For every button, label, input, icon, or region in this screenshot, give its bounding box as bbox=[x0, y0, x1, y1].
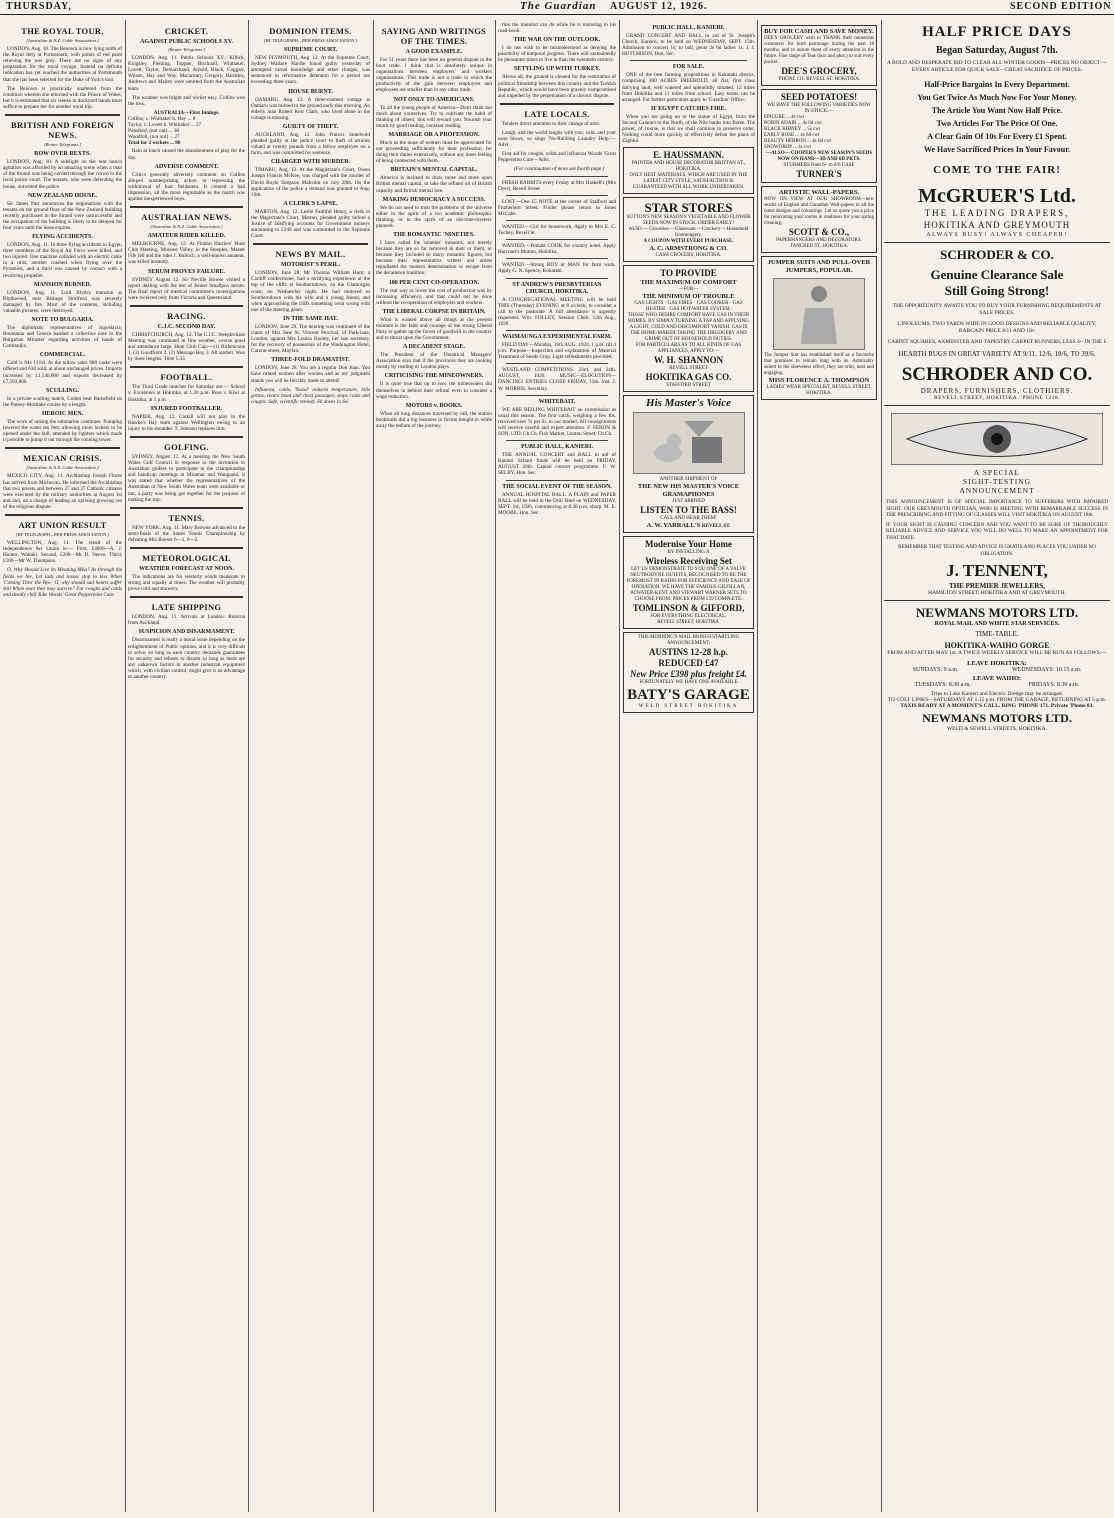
column-3: DOMINION ITEMS. [BY TELEGRAPH—PER PRESS ASSOCIATION.] SUPREME COURT. NEW PLYMOUTH, Aug. 12. At the Supreme Court, Sydney Wallace Hardie found guilty yesterday of attempted carnal knowledge and other charges, was sentenced to reformative detention for a period not exceeding three years. HOUSE BURNT. OAMARU, Aug. 12. A three-roomed cottage at Oamaru was burned to the ground early this morning. An elderly man Robert Kerr Clark, who lived alone in the cottage is missing. GUILTY OF THEFT. AUCKLAND, Aug. 12. John Francis Smedvold pleaded guilty at the police court to theft of articles valued at twenty pounds from a fellow employee on a farm, and was committed for sentence. CHARGED WITH MURDER. TIMARU, Aug. 12. At the Magistrate's Court, Owen Joseph Francis McKee, was charged with the murder of David Boyle Simpson Malcolm on July 28th. On the application of the police a remand was granted to Aug. 19th. A CLERK'S LAPSE. MARTON, Aug. 12. Leslie Faithful Henry, a clerk in the Magistrate's Court, Marton, pleaded guilty before a Justice of falsifying accounts for Government moneys amounting to £348 and was committed to the Supreme Court. NEWS BY MAIL. MOTORIST'S PERIL. LONDON, June 28. Mr Thomas William Hunt, a Cardiff confectioner, had a terrifying experience at the top of the cliffs at Southerndown, on the Glamorgan coast, on Wednesday night. He had motored to Southerndown with his wife and a young friend, and when approaching the cliffs something went wrong with one of the steering gears. IN THE SAME HAT. LONDON, June 29. The hearing was continued of the claim of Mrs Jane St. Vincent Percival, of Park-lane, London, against Mrs Louisa Hooley, her late secretary, for the recovery of possession of the Washington Hotel, Curzon-street, Mayfair. THREE-FOLD DRAMATIST. LONDON, June 28. You are a regular Don Juan. You have ruined women after women and as my judgment stands you will be forcibly made to attend! Influenza, colds, 'Nazol' reduces temperature, kills germs, clears head and chest passages; stops colds and coughs. Safe, scientific remedy. 60 doses 1s 6d. bbox=[251, 26, 370, 405]
eye-illustration bbox=[891, 413, 1103, 465]
column-1: THE ROYAL TOUR. [Australian & N.Z. Cable Association.] LONDON, Aug. 10. The Renown is now lying north of the Royal Jetty at Portsmouth, with points of red paint relieving the war grey. There are no signs of any preparation for the royal voyage. Instead no definite indication has yet reached the authorities at Portsmouth that she has been selected for the Duke of York's tour. The Renown is practically unaltered from the condition wherein she returned with the Prince of Wales, but it is estimated that six weeks in dockyard hands must suffice to prepare her for another royal trip. BRITISH AND FOREIGN NEWS. [Renter Telegrams.] ROW OVER REXTS. LONDON, Aug. 10. A sidelight on the rent bunch agitation was afforded by an amazing scene when a man of the Strand was being carried through the crowd to the local police court. The tenants, who were defending the house, outwitted the police. NEW ZEALAND HOUSE. Sir James Parr announces the negotiations with the tenants on the ground floor of the New Zealand building recently purchased in the Strand were unsuccessful and the occupation of the building is likely to be delayed for four years until the lease expires. FLYING ACCIDENTS. LONDON, Aug. 11. In three flying accidents in Egypt, three members of the Royal Air Force were killed, and two injured. One machine collided with an electric cable in a mist, another crashed when flying over the Pyramids, and a third was caused by contact with a revolving propeller. MANSION BURNED. LONDON, Aug. 11. Lord Blyth's mansion at Blythwood, near Bishops Stortford was severely damaged by fire. Most of the contents, including valuable pictures, were destroyed. NOTE TO BULGARIA. The diplomatic representatives of Jugoslavia, Roumania and Greece handed a collective note to the Bulgarian Minister regarding activities of bands of Comitadjis. COMMERCIAL. Gold is 84s 11½d. At the tallow sales 980 casks were offered and 630 sold, at about unchanged prices. Imports increased by £1,546,000 and exports decreased by £7,503,000. SCULLING. In a private sculling match, Collett beat Barnsfield on the Putney-Mortlake course by a length. HEROIC MEN. The work of raising the submarine continues. Pumping lowered the water ten feet, allowing more lockers to be opened under the hull, attended by lighters which made it possible to pump it out through the conning tower. MEXICAN CRISIS. [Australian & N.Z. Cable Association.] MEXICO CITY, Aug. 11. Archbishop Joseph Flores has arrived from Michocan. He informed the Archbishop that two priests and between 27 and 37 Catholic citizens were executed by the military authorities at August 1st and 2nd, on a charge of leading an uprising growing out of the religious dispute. ART UNION RESULT [BY TELEGRAPH—PER PRESS ASSOCIATION.] WELLINGTON, Aug. 11. The result of the Independence Art Union is:— First, £4000—A. J. Hunter, Waitaki. Second, £200—Mr D. Neeve. Third, £100—Mr W. Thompson. O, Why Should Live Its Meaning Miss? As through the fields we hie, Let lads and lasses stop to kiss When 'Coming Thro' the Rye.' O, why should sad hearts suffer still When once they may survive? For coughs and colds and deadly chill Take Woods' Great Peppermint Cure. bbox=[3, 26, 122, 598]
tennent-jeweller-ad: A SPECIAL SIGHT-TESTING ANNOUNCEMENT THIS ANNOUNCEMENT IS OF SPECIAL IMPORTANCE TO SUFFERERS WITH IMPAIRED SIGHT. OUR GREYMOUTH OPTICIAN, WHO IS MEETING WITH REMARKABLE SUCCESS IN THE PRESCRIBING AND FITTING OF GLASSES WILL VISIT HOKITIKA ON AUGUST 18th. IF YOUR SIGHT IS CAUSING CONCERN AND YOU WANT TO BE SURE OF THOROUGHLY RELIABLE ADVICE AND SERVICE YOU WILL DO WELL TO MAKE AN APPOINTMENT FOR THAT DATE. REMEMBER THAT TESTING AND ADVICE IS GRATIS AND PLACES YOU UNDER NO OBLIGATION. J. TENNENT, THE PREMIER JEWELLERS, HAMILTON STREET, HOKITIKA AND AT GREYMOUTH. bbox=[884, 406, 1110, 601]
headline-art-union: ART UNION RESULT bbox=[18, 519, 107, 530]
classified-ad: WANTED.—Female COOK for country hotel. Apply Harcourt's Motors, Hokitika. bbox=[498, 243, 616, 256]
headline-football: FOOTBALL. bbox=[160, 372, 213, 383]
masthead-day: THURSDAY, bbox=[6, 1, 72, 12]
headline-golfing: GOLFING. bbox=[164, 441, 209, 452]
column-4: SAYING AND WRITINGS OF THE TIMES. A GOOD EXAMPLE. For 51 years there has been no general dispute in the boot trade. I think that is absolutely unique in organisations between employers' and workers organisations. This trade is not a trade in which the productivity of the gain between employers and employees are smaller than in any other trade. NOT ONLY TO AMERICANS. To all the young people of America—Don't think too much about yourselves. Try to cultivate the habit of thinking of others; this will reward you. Nourish your minds by good reading, constant reading. MARRIAGE OR A PROFESSION. Much as the mass of women must be appreciated for not proceeding sufficiently for their profession, for doing their duties extensively, without any inner feeling of being connected with them. BRITAIN'S MENTAL CAPITAL. America is inclined to draw more and more upon British mental capital, to take the refined oil of British capacity and British mental lore. MAKING DEMOCRACY A SUCCESS. We do not need to trust the problems of the universe either in the spirit of a too academic philosophic thinking, or in the spirit of an old-time-mystery planned. THE ROMANTIC 'NINETIES. I have called the 'nineties' romantic, not merely because they are so far removed in their or them, or because they included so many romantic figures, but because their representative writers and artists repudiated the modern determination to escape from the decadence tradition. 100 PER CENT CO-OPERATION. The real way to lower the cost of production was by increasing efficiency, and that could not be done without the co-operation of employers and workers. THE LIBERAL CORPSE IN BRITAIN. What is wanted above all things at the present moment is the faith and courage of the strong Liberal Party to gather up the forces of goodwill in the country and to thrust upon the Government. A DECADENT STAGE. The President of the Theatrical Managers' Association says that if the provinces they are looking mostly by reading or London plays. CRITICISING THE MINEOWNERS. It is quite true that up to now the mineowners did themselves in behind their refusal even to consider a wage reduction. MOTORS v. BOOKS. When all long distances traversed by rail, the station bookstalls did a big business in fiction bought to while away the tedium of the journey. bbox=[376, 26, 492, 429]
column-6: PUBLIC HALL, KANIERI. GRAND CONCERT AND BALL in aid of St. Joseph's Church, Kanieri, to be held on WEDNESDAY, SEPT. 15th. Admission to concert 1s; to ball, gents 2s 6d ladies 1s. J. J. HUTCHISON, Hon. Sec. FOR SALE. ONE of the best farming propositions in Kokatahi district, comprising 300 ACRES FREEHOLD, all flat, first class dairying land, well watered and splendidly situated, 12 miles from Hokitika and 11 miles from school. Easy terms can be arranged. For further particulars apply to 'Guardian' Office. IF EGYPT CATCHES FIRE. When you are going on to the statue of Egypt, from the Second Cataract to the North, of the Nile banks into Baree. The power, of course, is that we shall continue to preserve order. Nothing could more quickly or effectively defeat the plans of Zaghlul. E. HAUSSMANN. PAINTER AND HOUSE DECORATOR BRITTAN ST., HOKITIKA. ONLY BEST MATERIALS, WHICH ARE USED IN THE LATEST CITY STYLE, SATISFACTION IS GUARANTEED WITH ALL WORK UNDERTAKEN. STAR STORES SUTTON'S NEW SEASON'S VEGETABLE AND FLOWER SEEDS NOW IN STOCK. ORDER EARLY! ALSO.— Groceries —Glassware —Crockery —Household Ironmongery. A COUPON WITH EVERY PURCHASE. A. C. ARMSTRONG & CO. CASH GROCERS, HOKITIKA. TO PROVIDE THE MAXIMUM OF COMFORT —FOR— THE MINIMUM OF TROUBLE GAS LIGHTS · GAS FIRES · GAS COOKER · GAS HEATER · GAS HOT-WATER SYSTEM. THOSE WHO DESIRE COMFORT HAVE GAS IN THEIR HOMES. BY SIMPLY TURNING A TAP AND APPLYING A LIGHT, COLD AND DISCOMFORT VANISH. GAS IS THE HOME-MAKER TAKING THE DRUDGERY AND GRIME OUT OF HOUSEHOLD DUTIES. FOR PARTICULARS AS TO ALL KINDS OF GAS APPLIANCES, APPLY TO:— W. H. SHANNON REVELL STREET HOKITIKA GAS CO. STAFFORD STREET His Master's Voice ANOTHER SHIPMENT OF THE NEW HIS MASTER'S VOICE GRAMAPHONES JUST ARRIVED LISTEN TO THE BASS! CALL AND HEAR THEM! A. W. YARRALL'S REVELL ST. Modernise Your Home BY INSTALLING A Wireless Receiving Set LET US DEMONSTRATE TO YOU ONE OF A VALVE NEUTRODYNE OUTFITS, RECOGNISED TO BE THE FOREMOST IN RADIO FOR EFFICIENCY AND EASE OF OPERATION. WE HAVE THE FAMOUS GILFILLAN, ATWATER-KENT AND STEWART WARNER SETS TO CHOOSE FROM. PRICES FROM £39 COMPLETE. TOMLINSON & GIFFORD, FOR EVERYTHING ELECTRICAL. REVELL STREET, HOKITIKA. THIS MORNING'S MAIL BRINGS STARTLING ANNOUNCEMENT: AUSTINS 12-28 h.p. REDUCED £47 New Price £398 plus freight £4. FORTUNATELY WE HAVE ONE AVAILABLE BATY'S GARAGE WELD STREET HOKITIKA bbox=[622, 22, 755, 1516]
wireless-ad: Modernise Your Home BY INSTALLING A Wireless Receiving Set LET US DEMONSTRATE TO YOU ONE OF A VALVE NEUTRODYNE OUTFITS, RECOGNISED TO BE THE FOREMOST IN RADIO FOR EFFICIENCY AND EASE OF OPERATION. WE HAVE THE FAMOUS GILFILLAN, ATWATER-KENT AND STEWART WARNER SETS TO CHOOSE FROM. PRICES FROM £39 COMPLETE. TOMLINSON & GIFFORD, FOR EVERYTHING ELECTRICAL. REVELL STREET, HOKITIKA. bbox=[623, 536, 754, 629]
star-stores-ad: STAR STORES SUTTON'S NEW SEASON'S VEGETABLE AND FLOWER SEEDS NOW IN STOCK. ORDER EARLY! ALSO.— Groceries —Glassware —Crockery —Household Ironmongery. A COUPON WITH EVERY PURCHASE. A. C. ARMSTRONG & CO. CASH GROCERS, HOKITIKA. bbox=[623, 197, 754, 262]
gramophone-dog-illustration bbox=[633, 412, 745, 474]
column-5: tion the motorist can do while he is motoring in his road-book. THE WAR ON THE OUTLOOK. I do not wish to be misunderstood as denying the possibility of temporal progress. There will undoubtedly be pleasanter times to live in than the twentieth century. SETTLING UP WITH TURKEY. Above all, the ground is cleared for the restoration of political friendship between this country and the Turkish Republic, which would have been gravely compromised and impeded by the perpetuation of a chronic dispute. LATE LOCALS. Tenders direct attention to their change of advt. Laugh, and the world laughs with you; cold, and your nose blows, so sings 'No-Rubbing Laundry Help.'—Advt. First aid for coughs, colds and influenza Woods' Great Peppermint Cure—Advt. (For continuation of news see fourth page.) FRESH RABBITS every Friday at Mrs Haskell's (Mrs Dyer), Revell Street. LOST.—One £5 NOTE at the corner of Stafford and Fitzherbert Street. Finder please return to Jones McCabe. WANTED.—Girl for housework. Apply to Mrs E. C. Tochey, Revell St. WANTED.—Female COOK for country hotel. Apply Harcourt's Motors, Hokitika. WANTED.—Strong BOY or MAN for farm work. Apply G. N. Spence, Kokatahi. ST ANDREW'S PRESBYTERIAN CHURCH, HOKITIKA. A CONGREGATIONAL MEETING will be held THIS (Thursday) EVENING at 8 o'clock, to consider a call to the pastorate. A full attendance is urgently requested. Wm. FOLLEY, Session Clerk. 12th Aug., 1926. WAIMAUNGA EXPERIMENTAL FARM. FIELD DAY—Monday, 16th AUG. 1926, 1 p.m. till 4 p.m. Purpose—Inspection and explanation of Material Treatment of Seeds Crop. Light refreshments provided. WESTLAND COMPETITIONS. 23rd. and 24th. AUGUST, 1926. MUSIC—ELOCUTION—DANCING! ENTRIES CLOSE FRIDAY, 13th. inst. J. W. MORRIS, Secretary. WHITEBAIT. WE ARE BEILING WHITEBAIT on commission as usual this season. The first catch, weighing a few lbs. received over 7s per lb. in our market. All consignments will receive careful and expert attention. F. FERON & SON, LTD. Ch.Ch. Fish Market, Lenton Street, Ch.Ch. PUBLIC HALL, KANIERI. THE ANNUAL CONCERT and BALL in aid of Kanieri School funds will be held on FRIDAY, AUGUST 20th. Capital concert programme. F. W. SELBY, Hon. Sec. THE SOCIAL EVENT OF THE SEASON. ANNUAL HOSPITAL BALL. A PLAIN and PAPER BALL will be held in the Drill Shed on WEDNESDAY, SEPT. 1st, 1926, commencing at 8.30 p.m. sharp. M. E. MOORE, Hon. Sec. bbox=[498, 22, 616, 516]
column-7 bbox=[760, 22, 878, 1516]
headline-news-by-mail: NEWS BY MAIL. bbox=[275, 249, 346, 260]
classified-ad: ANNUAL HOSPITAL BALL. A PLAIN and PAPER BALL will be held in the Drill Shed on WEDNESDAY, SEPT. 1st, 1926, commencing at 8.30 p.m. sharp. M. E. MOORE, Hon. Sec. bbox=[498, 491, 616, 516]
mcgruers-ad: HALF PRICE DAYS Began Saturday, August 7th. A BOLD AND DESPERATE BID TO CLEAR ALL WINTER GOODS—PRICES NO OBJECT — EVERY ARTICLE FOR QUICK SALE—GREAT SACRIFICE OF PRICES. Half-Price Bargains In Every Department. You Get Twice As Much Now For Your Money. The Article You Want Now Half Price. Two Articles For The Price Of One. A Clear Gain Of 10s For Every £1 Spent. We Have Sacrificed Prices In Your Favour. COME TO THE FAIR! McGRUER'S Ltd. THE LEADING DRAPERS, HOKITIKA AND GREYMOUTH ALWAYS BUSY! ALWAYS CHEAPER! bbox=[884, 20, 1110, 243]
headline-late-locals: LATE LOCALS. bbox=[524, 108, 590, 119]
masthead-date: AUGUST 12, 1926. bbox=[610, 1, 708, 12]
right-column-ads bbox=[884, 20, 1110, 736]
article-text: The Renown is practically unaltered from the condition wherein she returned with the Prince of Wales, but it is estimated that six weeks in dockyard hands must suffice to prepare her for another royal trip. bbox=[3, 85, 122, 110]
batys-garage-ad: THIS MORNING'S MAIL BRINGS STARTLING ANNOUNCEMENT: AUSTINS 12-28 h.p. REDUCED £47 New Price £398 plus freight £4. FORTUNATELY WE HAVE ONE AVAILABLE BATY'S GARAGE WELD STREET HOKITIKA bbox=[623, 632, 754, 713]
seed-potatoes-ad: SEED POTATOES! WE HAVE THE FOLLOWING VARIETIES NOW IN STOCK:— EPICURE ... 4s cwt ROBIN ADAIR ... 4s 6d cwt BLACK KIDNEY ... 5s cwt EARLY ROSE ... 4s 6d cwt BEAUTY HEBRON ... 4s 6d cwt SNOWDROP ... 4s cwt —ALSO— COOPER'S NEW SEASON'S SEEDS NOW ON HAND—3D AND 6D PKTS. STURMERS from 6/- to 8/6 CASE TURNER'S bbox=[761, 89, 877, 183]
headline-racing: RACING. bbox=[167, 310, 206, 321]
classified-ad: FRESH RABBITS every Friday at Mrs Haskell's (Mrs Dyer), Revell Street. bbox=[498, 179, 616, 192]
schroder-ad: SCHRODER & CO. Genuine Clearance Sale Still Going Strong! THE OPPORTUNITY AWAITS YOU TO BUY YOUR FURNISHING REQUIREMENTS AT SALE PRICES. LINOLEUMS, TWO YARDS WIDE IN GOOD DESIGNS AND RELIABLE QUALITY, BARGAIN PRICE 8/11 AND 10/- CARPET SQUARES, AXMINSTER AND TAPESTRY CARPET RUNNERS, LESS 4/- IN THE £ HEARTH RUGS IN GREAT VARIETY AT 9/11, 12/6, 18/6, TO 39/6. SCHRODER AND CO. DRAPERS, FURNISHERS, CLOTHIERS. REVELL STREET, HOKITIKA. 'PHONE 1218. bbox=[884, 243, 1110, 406]
classified-ad: WANTED.—Strong BOY or MAN for farm work. Apply G. N. Spence, Kokatahi. bbox=[498, 262, 616, 275]
headline-royal-tour: THE ROYAL TOUR. bbox=[21, 26, 104, 36]
classified-ad: THE ANNUAL CONCERT and BALL in aid of Kanieri School funds will be held on FRIDAY, AUGUST 20th. Capital concert programme. F. W. SELBY, Hon. Sec. bbox=[498, 452, 616, 477]
haussmann-ad: E. HAUSSMANN. PAINTER AND HOUSE DECORATOR BRITTAN ST., HOKITIKA. ONLY BEST MATERIALS, WHICH ARE USED IN THE LATEST CITY STYLE, SATISFACTION IS GUARANTEED WITH ALL WORK UNDERTAKEN. bbox=[623, 147, 754, 194]
headline-australian-news: AUSTRALIAN NEWS. bbox=[141, 212, 232, 223]
scorecard: AUSTRALIA—First Innings. Collins, c. Whittaker b. Hay ... 8 Taylor, c. Lovett b. Whittaker ... 37 Ponsford, (not out) ... 38 Woodfull, (not out) ... 27 Total for 2 wickets ... 80 bbox=[128, 109, 220, 147]
classified-ad: WESTLAND COMPETITIONS. 23rd. and 24th. AUGUST, 1926. MUSIC—ELOCUTION—DANCING! ENTRIES CLOSE FRIDAY, 13th. inst. J. W. MORRIS, Secretary. bbox=[498, 367, 616, 392]
masthead-edition: SECOND EDITION bbox=[1010, 1, 1112, 12]
classified-ad: WANTED.—Girl for housework. Apply to Mrs E. C. Tochey, Revell St. bbox=[498, 223, 616, 237]
headline-meteorological: METEOROLOGICAL bbox=[142, 552, 231, 563]
classified-ad: FIELD DAY—Monday, 16th AUG. 1926, 1 p.m. till 4 p.m. Purpose—Inspection and explanation of Material Treatment of Seeds Crop. Light refreshments provided. bbox=[498, 342, 616, 361]
masthead bbox=[0, 0, 1114, 15]
dees-grocery-ad: BUY FOR CASH AND SAVE MONEY. DEE'S GROCERY wish to THANK their numerous customers for kind patronage during the past 18 months, and to assure them of every attention in the future. Fine range of Teas (box and pkts.) to suit every pocket. DEE'S GROCERY, 'PHONE 111. REVELL ST. HOKITIKA. bbox=[761, 25, 877, 86]
headline-late-shipping: LATE SHIPPING bbox=[151, 602, 222, 613]
headline-cricket: CRICKET. bbox=[164, 26, 209, 36]
headline-dominion-items: DOMINION ITEMS. bbox=[269, 26, 352, 36]
thompson-ad: JUMPER SUITS AND PULL-OVER JUMPERS, POPULAR. The Jumper Suit has established itself as a favourite that promises to remain long with us. Admirably suited to the sleeveless effect, they are trim, neat and engaging. MISS FLORENCE A. THOMPSON LADIES' WEAR SPECIALIST, REVELL STREET, HOKITIKA. bbox=[761, 256, 877, 400]
classified-ad: LOST.—One £5 NOTE at the corner of Stafford and Fitzherbert Street. Finder please return to Jones McCabe. bbox=[498, 198, 616, 217]
classified-ad: WE ARE BEILING WHITEBAIT on commission as usual this season. The first catch, weighing a few lbs. received over 7s per lb. in our market. All consignments will receive careful and expert attention. F. FERON & SON, LTD. Ch.Ch. Fish Market, Lenton Street, Ch.Ch. bbox=[498, 406, 616, 438]
masthead-paper: The Guardian bbox=[520, 0, 597, 12]
headline-british-foreign: BRITISH AND FOREIGN NEWS. bbox=[11, 120, 114, 141]
his-masters-voice-ad: His Master's Voice ANOTHER SHIPMENT OF THE NEW HIS MASTER'S VOICE GRAMAPHONES JUST ARRIVED LISTEN TO THE BASS! CALL AND HEAR THEM! A. W. YARRALL'S REVELL ST. bbox=[623, 395, 754, 533]
headline-mexican-crisis: MEXICAN CRISIS. bbox=[23, 453, 102, 464]
headline-tennis: TENNIS. bbox=[168, 512, 205, 523]
headline-sayings: SAYING AND WRITINGS OF THE TIMES. bbox=[381, 26, 487, 46]
wallpapers-ad: ARTISTIC WALL-PAPERS. NOW ON VIEW AT OUR SHOWROOM—new stocks of English and Canadian Wall-papers in all the latest designs and colourings. Let us quote you a price for renovating your rooms in readiness for your spring cleaning. SCOTT & CO., PAPERHANGERS AND DECORATORS. TANCRED ST. HOKITIKA. bbox=[761, 186, 877, 253]
gas-company-ad: TO PROVIDE THE MAXIMUM OF COMFORT —FOR— THE MINIMUM OF TROUBLE GAS LIGHTS · GAS FIRES · GAS COOKER · GAS HEATER · GAS HOT-WATER SYSTEM. THOSE WHO DESIRE COMFORT HAVE GAS IN THEIR HOMES. BY SIMPLY TURNING A TAP AND APPLYING A LIGHT, COLD AND DISCOMFORT VANISH. GAS IS THE HOME-MAKER TAKING THE DRUDGERY AND GRIME OUT OF HOUSEHOLD DUTIES. FOR PARTICULARS AS TO ALL KINDS OF GAS APPLIANCES, APPLY TO:— W. H. SHANNON REVELL STREET HOKITIKA GAS CO. STAFFORD STREET bbox=[623, 265, 754, 392]
column-2: CRICKET. AGAINST PUBLIC SCHOOLS XV. [Reuter Telegrams.] LONDON, Aug. 11. Public Schools XV.: Killick, Kingsley, Fleming, Toppier, Birchnall, Whittaker, Lovett, Taylor, Demarchand, Arnold, Black, Coggart, Wilson, Hay and Way. Macartney, Gregory, Bardsley, Andrews and Mailey were omitted from the Australian team. The weather was bright and wicket easy. Collins won the toss. AUSTRALIA—First Innings. Collins, c. Whittaker b. Hay ... 8 Taylor, c. Lovett b. Whittaker ... 37 Ponsford, (not out) ... 38 Woodfull, (not out) ... 27 Total for 2 wickets ... 80 Rain at lunch caused the abandonment of play for the day. ADVERSE COMMENT. Critics generally adversely comment on Collins alleged unenterprising action in repressing the withdrawal of four fieldsmen. It created a bad impression, all the more regrettable as the match was against inexperienced boys. AUSTRALIAN NEWS. [Australian & N.Z. Cable Association.] AMATEUR RIDER KILLED. MELBOURNE, Aug. 12. At Findon Harriers' Hunt Club Meeting, Moonee Valley, in the Steeples, Master Fife fell and the rider J. Bulloch, a well-known amateur, was killed instantly. SERUM PROVES FAILURE. SYDNEY August 12. Sir Neville Howse visited a report dealing with the test of Jenner Smallpox serum. The final report of medical committee's investigations were received only from Victoria and Queensland. RACING. C.J.C. SECOND DAY. CHRISTCHURCH, Aug. 12. The C.J.C. Steeplechase Meeting was continued in fine weather, course good and attendance large. Hunt Club Cup:—(1) Birkencone 1, (3) Goodform 2, (2) Message Boy 3. All started. Won by three lengths. Time 5.33. FOOTBALL. The Third Grade matches for Saturday are:— School v. Excelsiors at Hokitika, at 1.30 p.m. Ross v. Kiwi at Hokitika, at 3 p.m. INJURED FOOTBALLER. NAPIER, Aug. 12. Carkill will not play in the Hawke's Bay team against Wellington owing to an injury to his shoulder. T. Johnson replaces him. GOLFING. SYDNEY, August 12. At a meeting the New South Wales Golf Council in response to the invitation to Australian golfers to participate in the championship and handicap meetings at Miramar and Wanganui, it was stated that whether the representatives of the Australian or New South Wales team were available or not, a party was being got together for the purpose of making the trip. TENNIS. NEW YORK, Aug. 11. Mary Browne advanced to the semi-finals of the States Tennis Championship by defeating Mrs Roeser 6—1, 6—2. METEOROLOGICAL WEATHER FORECAST AT NOON. The indications are for westerly winds moderate to strong and squally at times. The weather will probably prove cold and showery. LATE SHIPPING LONDON, Aug. 11. Arrivals at London: Rotorua from Auckland. SUSPICION AND DISARMAMENT. Disarmament is really a moral issue depending on the enlightenment of Public opinion, and it is very difficult to solve, so long as each country demands guarantees for security and refuses to disarm so long as there are any unknown factors in another industrial equipment which, with civilian control, might give it an advantage to another country. bbox=[128, 26, 245, 680]
article-text: LONDON, Aug. 10. The Renown is now lying north of the Royal Jetty at Portsmouth, with points of red paint relieving the war grey. There are no signs of any preparation for the royal voyage. Instead no definite indication has yet reached the authorities at Portsmouth that she has been selected for the Duke of York's tour. bbox=[3, 46, 122, 83]
newmans-motors-ad: NEWMANS MOTORS LTD. ROYAL MAIL AND WHITE STAR SERVICES. TIME-TABLE. HOKITIKA-WAIHO GORGE FROM AND AFTER MAY 1st. A TWICE WEEKLY SERVICE WILL BE RUN AS FOLLOWS:— LEAVE HOKITIKA: SUNDAYS: 9 a.m. WEDNESDAYS: 10.15 a.m. LEAVE WAIHO: TUESDAYS: 8.30 a.m. FRIDAYS: 8.30 a.m. Trips to Lake Kanieri and Electric Dredge may be arranged. TO COLF LINKS—SATURDAYS AT 1.15 p.m. FROM THE GARAGE, RETURNING AT 5 p.m. TAXIS READY AT A MOMENT'S CALL. RING 'PHONE 171. Private 'Phone 83. NEWMANS MOTORS LTD. WELD & SEWELL STREETS, HOKITIKA. bbox=[887, 605, 1107, 732]
classified-ad: A CONGREGATIONAL MEETING will be held THIS (Thursday) EVENING at 8 o'clock, to consider a call to the pastorate. A full attendance is urgently requested. Wm. FOLLEY, Session Clerk. 12th Aug., 1926. bbox=[498, 296, 616, 327]
jumper-woman-illustration bbox=[773, 278, 865, 350]
